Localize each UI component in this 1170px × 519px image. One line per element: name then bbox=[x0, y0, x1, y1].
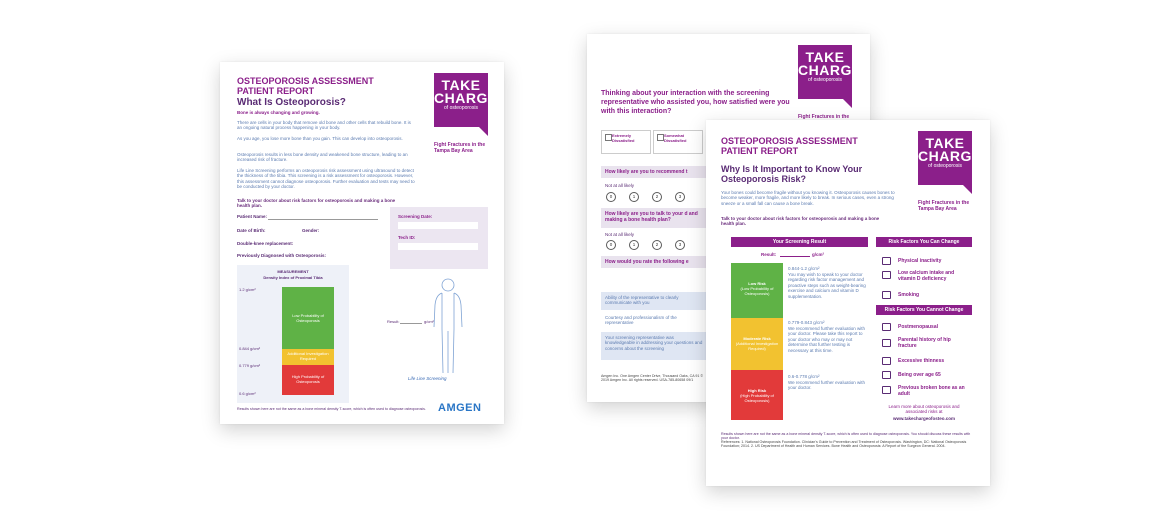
zone-low-risk: Low Risk (Low Probability of Osteoporosis) bbox=[731, 263, 783, 318]
take-charge-logo: TAKE CHARGE of osteoporosis bbox=[434, 73, 488, 127]
references: References: 1. National Osteoporosis Foundation. Clinician's Guide to Prevention and Treatment of Osteoporosis. Washington, DC: National Osteoporosis Foundation; 2014. 2. US Department of Health and Human Services. Bone Health and Osteoporosis: A Report of the Surgeon General. 2004. bbox=[721, 440, 967, 449]
paragraph-2: As you age, you lose more bone than you gain. This can develop into osteoporosis. bbox=[237, 136, 403, 141]
page-footer: Amgen Inc. One Amgen Center Drive, Thousand Oaks, CA 91 © 2019 Amgen Inc. All rights reserved. USA-785-80658 09/1 bbox=[601, 374, 704, 383]
paragraph-1: There are cells in your body that remove old bone and other cells that rebuild bone. It is an ongoing natural process happening in your body. bbox=[237, 120, 411, 131]
zone-moderate-risk: Moderate Risk (Additional Investigation Required) bbox=[731, 318, 783, 370]
scale-option[interactable]: 1 bbox=[629, 240, 639, 250]
body-outline-icon bbox=[430, 277, 466, 377]
walking-icon bbox=[882, 257, 891, 265]
tagline: Fight Fractures in the bbox=[798, 114, 850, 120]
cta-text: Talk to your doctor about risk factors for osteoporosis and making a bone health plan. bbox=[237, 198, 396, 209]
scale-anchor: Not at all likely bbox=[605, 232, 635, 237]
risk-factor-item: Smoking bbox=[898, 292, 920, 298]
result-label: Result: bbox=[387, 319, 400, 324]
question-bar-4: How would you rate the following e bbox=[601, 256, 706, 268]
result-label: Result: bbox=[761, 252, 777, 257]
risk-factor-item: Being over age 65 bbox=[898, 372, 941, 378]
female-icon bbox=[882, 323, 891, 331]
page-title-line2: PATIENT REPORT bbox=[237, 86, 315, 96]
subheading: Bone is always changing and growing. bbox=[237, 110, 320, 115]
screening-date-field bbox=[398, 222, 478, 229]
take-charge-logo: TAKE CHARGE of osteoporosis bbox=[918, 131, 972, 185]
rating-row: Ability of the representative to clearly communicate with you bbox=[601, 292, 706, 310]
learn-more-text: Learn more about osteoporosis and associated risks at bbox=[888, 404, 960, 415]
tech-id-field bbox=[398, 243, 478, 250]
footnote: Results shown here are not the same as a bone mineral density T-score, which is often used to diagnose osteoporosis. bbox=[237, 407, 426, 411]
zone-low: Low Probability of Osteoporosis bbox=[282, 287, 334, 349]
zone-low-range: 0.844-1.2 g/cm² bbox=[788, 266, 820, 271]
report-page-back bbox=[706, 120, 990, 486]
tagline: Fight Fractures in the Tampa Bay Area bbox=[434, 142, 486, 154]
field-knee: Double-knee replacement: bbox=[237, 241, 294, 246]
zone-high-range: 0.6-0.778 g/cm² bbox=[788, 374, 820, 379]
broken-bone-icon bbox=[882, 386, 891, 394]
survey-question-1: Thinking about your interaction with the screening representative who assisted you, how satisfied were you with this interaction? bbox=[601, 90, 790, 115]
result-underline bbox=[400, 323, 422, 324]
result-header: Your Screening Result bbox=[731, 237, 868, 247]
paragraph-3: Osteoporosis results in less bone density and weakened bone structure, leading to an increased risk of fracture. bbox=[237, 152, 408, 163]
tick-label: 0.6 g/cm² bbox=[239, 391, 256, 396]
page-title-line1: OSTEOPOROSIS ASSESSMENT bbox=[237, 76, 374, 86]
scale-option[interactable]: 0 bbox=[606, 192, 616, 202]
option-somewhat-dissatisfied[interactable]: Somewhat Dissatisfied bbox=[653, 130, 703, 154]
can-change-header: Risk Factors You Can Change bbox=[876, 237, 972, 247]
measurement-panel bbox=[237, 265, 349, 403]
zone-moderate-text: We recommend further evaluation with your doctor. Please take this report to your doctor who may or may not determine that further testing is necessary at this time. bbox=[788, 326, 865, 353]
scale-option[interactable]: 2 bbox=[652, 240, 662, 250]
scale-anchor: Not at all likely bbox=[605, 183, 635, 188]
scale-option[interactable]: 1 bbox=[629, 192, 639, 202]
risk-factor-item: Physical inactivity bbox=[898, 258, 942, 264]
tick-label: 0.779 g/cm² bbox=[239, 363, 261, 368]
zone-high: High Probability of Osteoporosis bbox=[282, 365, 334, 395]
rating-row: Your screening representative was knowledgeable in addressing your questions and concerns about the screening bbox=[601, 332, 706, 360]
risk-factor-item: Previous broken bone as an adult bbox=[898, 385, 965, 397]
report-page-front bbox=[220, 62, 504, 424]
paragraph-1: Your bones could become fragile without you knowing it. Osteoporosis causes bones to become weaker, more fragile, and more likely to break. In serious cases, even a strong sneeze or a small fall can cause a bone break. bbox=[721, 190, 895, 206]
footnote: Results shown here are not the same as a bone mineral density T-score, which is often used to diagnose osteoporosis. You should discuss these results with your doctor. bbox=[721, 432, 971, 441]
zone-moderate-range: 0.779-0.843 g/cm² bbox=[788, 320, 825, 325]
brand-logo: Life Line Screening bbox=[408, 376, 447, 381]
risk-factor-item: Low calcium intake and vitamin D deficiency bbox=[898, 270, 955, 282]
elderly-icon bbox=[882, 371, 891, 379]
field-gender: Gender: bbox=[302, 228, 320, 233]
section-heading: What Is Osteoporosis? bbox=[237, 97, 346, 108]
screening-info-box bbox=[390, 207, 488, 269]
question-bar-2: How likely are you to recommend t bbox=[601, 166, 706, 178]
zone-high-text: We recommend further evaluation with your doctor. bbox=[788, 380, 865, 391]
scale-option[interactable]: 2 bbox=[652, 192, 662, 202]
name-underline bbox=[268, 219, 378, 220]
field-patient-name: Patient Name: bbox=[237, 214, 268, 219]
paragraph-4: Life Line Screening performs an osteoporosis risk assessment using ultrasound to detect the thickness of the tibia. This screening is a risk assessment for osteoporosis. However, this assessment cannot diagnose osteoporosis. Further evaluation and tests may need to be conducted by your doctor. bbox=[237, 168, 415, 190]
scale-option[interactable]: 3 bbox=[675, 240, 685, 250]
rating-row: Courtesy and professionalism of the representative bbox=[601, 312, 706, 330]
milk-icon bbox=[882, 271, 891, 279]
field-diagnosed: Previously Diagnosed with Osteoporosis: bbox=[237, 253, 327, 258]
zone-moderate: Additional Investigation Required bbox=[282, 349, 334, 365]
thin-figure-icon bbox=[882, 357, 891, 365]
family-icon bbox=[882, 339, 891, 347]
result-unit: g/cm² bbox=[812, 252, 825, 257]
risk-factor-item: Parental history of hip fracture bbox=[898, 337, 951, 349]
option-extremely-dissatisfied[interactable]: Extremely Dissatisfied bbox=[601, 130, 651, 154]
result-underline bbox=[780, 256, 810, 257]
cigarette-icon bbox=[882, 291, 891, 299]
amgen-logo: AMGEN bbox=[438, 402, 482, 414]
tick-label: 1.2 g/cm² bbox=[239, 287, 256, 292]
section-heading: Why Is It Important to Know Your Osteoporosis Risk? bbox=[721, 164, 863, 184]
page-title-line1: OSTEOPOROSIS ASSESSMENT bbox=[721, 136, 858, 146]
tick-label: 0.844 g/cm² bbox=[239, 346, 261, 351]
screening-date-label: Screening Date: bbox=[398, 214, 433, 219]
scale-option[interactable]: 0 bbox=[606, 240, 616, 250]
risk-factor-item: Excessive thinness bbox=[898, 358, 945, 364]
website-link[interactable]: www.takechargeofosteo.com bbox=[892, 416, 956, 421]
risk-factor-item: Postmenopausal bbox=[898, 324, 939, 330]
measurement-subtitle: Density Index of Proximal Tibia bbox=[263, 275, 323, 280]
question-bar-3: How likely are you to talk to your d and making a bone health plan? bbox=[601, 208, 706, 228]
tagline: Fight Fractures in the Tampa Bay Area bbox=[918, 200, 970, 212]
zone-low-text: You may wish to speak to your doctor regarding risk factor management and proactive steps such as weight-bearing exercise and calcium and vitamin D supplementation. bbox=[788, 272, 866, 299]
result-unit: g/cm² bbox=[424, 319, 434, 324]
take-charge-logo: TAKE CHARGE of osteoporosis bbox=[798, 45, 852, 99]
zone-high-risk: High Risk (High Probability of Osteoporosis) bbox=[731, 370, 783, 420]
tech-id-label: Tech ID: bbox=[398, 235, 416, 240]
field-dob: Date of Birth: bbox=[237, 228, 266, 233]
cannot-change-header: Risk Factors You Cannot Change bbox=[876, 305, 972, 315]
page-title-line2: PATIENT REPORT bbox=[721, 146, 799, 156]
scale-option[interactable]: 3 bbox=[675, 192, 685, 202]
cta-text: Talk to your doctor about risk factors for osteoporosis and making a bone health plan. bbox=[721, 216, 880, 227]
measurement-title: MEASUREMENT bbox=[277, 269, 309, 274]
